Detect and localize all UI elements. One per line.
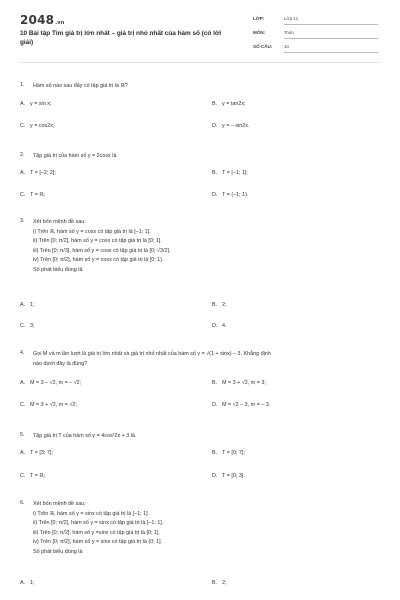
stem-line: Số phát biểu đúng là <box>33 266 83 273</box>
option-b[interactable]: B. T = [–1; 1]; <box>212 170 248 176</box>
question-stem <box>33 152 382 162</box>
option-c[interactable]: C. 3; <box>20 323 35 329</box>
option-c[interactable]: C. T = ℝ; <box>20 192 46 198</box>
stem-line: iii) Trên [0; π/3], hàm số y = cosx có tập giá trị là [0; √3/2]. <box>33 247 171 254</box>
question-stem <box>33 82 382 92</box>
header-divider <box>20 62 380 63</box>
option-b[interactable]: B. 2; <box>212 302 227 308</box>
question-stem <box>33 500 382 557</box>
option-a[interactable]: A. 1; <box>20 580 35 586</box>
option-d[interactable]: D. 4. <box>212 323 227 329</box>
meta-value: Lớp 11 <box>284 16 299 21</box>
question-stem <box>33 218 382 275</box>
site-logo[interactable]: 2048.vn <box>20 13 65 27</box>
document-title: 10 Bài tập Tìm giá trị lớn nhất – giá trị nhỏ nhất của hàm số (có lời giải) <box>20 30 222 46</box>
stem-line: Tập giá trị của hàm số y = 2cosx là <box>33 153 117 159</box>
question-number: 2. <box>20 152 25 158</box>
stem-line: Xét bốn mệnh đề sau: <box>33 219 86 225</box>
option-a[interactable]: A. 1; <box>20 302 35 308</box>
option-b[interactable]: B. 2; <box>212 580 227 586</box>
meta-label: LỚP: <box>253 16 265 21</box>
question-number: 5. <box>20 432 25 438</box>
meta-label: SỐ CÂU: <box>253 44 273 49</box>
meta-underline <box>284 38 378 39</box>
option-d[interactable]: D. y = – sin2x. <box>212 123 250 129</box>
stem-line: nào dưới đây là đúng? <box>33 360 88 367</box>
question-stem <box>33 432 382 442</box>
option-a[interactable]: A. y = sin x; <box>20 101 52 107</box>
meta-value: 10 <box>284 44 290 49</box>
stem-line: ii) Trên [0; π/2], hàm số y = sinx có tập giá trị là [–1; 1]. <box>33 520 164 526</box>
option-d[interactable]: D. T = [0; 3]. <box>212 473 245 479</box>
meta-label: MÔN: <box>253 30 266 35</box>
meta-question-count <box>253 41 378 53</box>
question-number: 1. <box>20 82 25 88</box>
stem-line: Hàm số nào sau đây có tập giá trị là ℝ? <box>33 83 128 89</box>
option-a[interactable]: A. T = [3; 7]; <box>20 450 53 456</box>
question-number: 4. <box>20 350 25 356</box>
option-b[interactable]: B. T = [0; 7]; <box>212 450 245 456</box>
stem-line: Gọi M và m lần lượt là giá trị lớn nhất và giá trị nhỏ nhất của hàm số y = √(1 + sinx) – 3. Khẳng định <box>33 351 271 357</box>
stem-line: iii) Trên [0; π/2], hàm số y =sinx có tập giá trị là [0; 1]. <box>33 529 161 536</box>
stem-line: i) Trên ℝ, hàm số y = cosx có tập giá trị là [–1; 1]. <box>33 228 151 235</box>
stem-line: iv) Trên [0; π/2], hàm số y = sinx có tập giá trị là (0; 1]. <box>33 539 163 545</box>
option-c[interactable]: C. y = cos2x; <box>20 123 55 129</box>
meta-value: Toán <box>284 30 294 35</box>
option-a[interactable]: A. T = [–2; 2]; <box>20 170 56 176</box>
option-a[interactable]: A. M = 3 – √2, m = – √2; <box>20 380 82 386</box>
option-b[interactable]: B. y = tan2x; <box>212 101 246 107</box>
option-c[interactable]: C. T = ℝ; <box>20 473 46 479</box>
page-header <box>0 0 400 62</box>
option-b[interactable]: B. M = 3 + √2, m = 3; <box>212 380 266 386</box>
question-number: 3. <box>20 218 25 224</box>
option-d[interactable]: D. M = √2 – 3, m = – 3. <box>212 402 271 408</box>
meta-underline <box>284 52 378 53</box>
meta-grade <box>253 13 378 25</box>
option-d[interactable]: D. T = (–1; 1). <box>212 192 249 198</box>
stem-line: Số phát biểu đúng là <box>33 548 83 555</box>
stem-line: Xét bốn mệnh đề sau: <box>33 501 86 507</box>
stem-line: i) Trên ℝ, hàm số y = sinx có tập giá trị là [–1; 1]. <box>33 510 150 517</box>
question-stem <box>33 350 382 369</box>
option-c[interactable]: C. M = 3 + √2, m = √2; <box>20 402 77 408</box>
stem-line: ii) Trên [0; π/2], hàm số y = cosx có tập giá trị là [0; 1]. <box>33 238 162 244</box>
stem-line: Tập giá trị T của hàm số y = 4cos²2x + 3 là <box>33 433 135 439</box>
meta-underline <box>284 24 378 25</box>
stem-line: iv) Trên [0; π/2], hàm số y = cosx có tập giá trị là [0; 1). <box>33 257 164 263</box>
question-number: 6. <box>20 500 25 506</box>
meta-subject <box>253 27 378 39</box>
